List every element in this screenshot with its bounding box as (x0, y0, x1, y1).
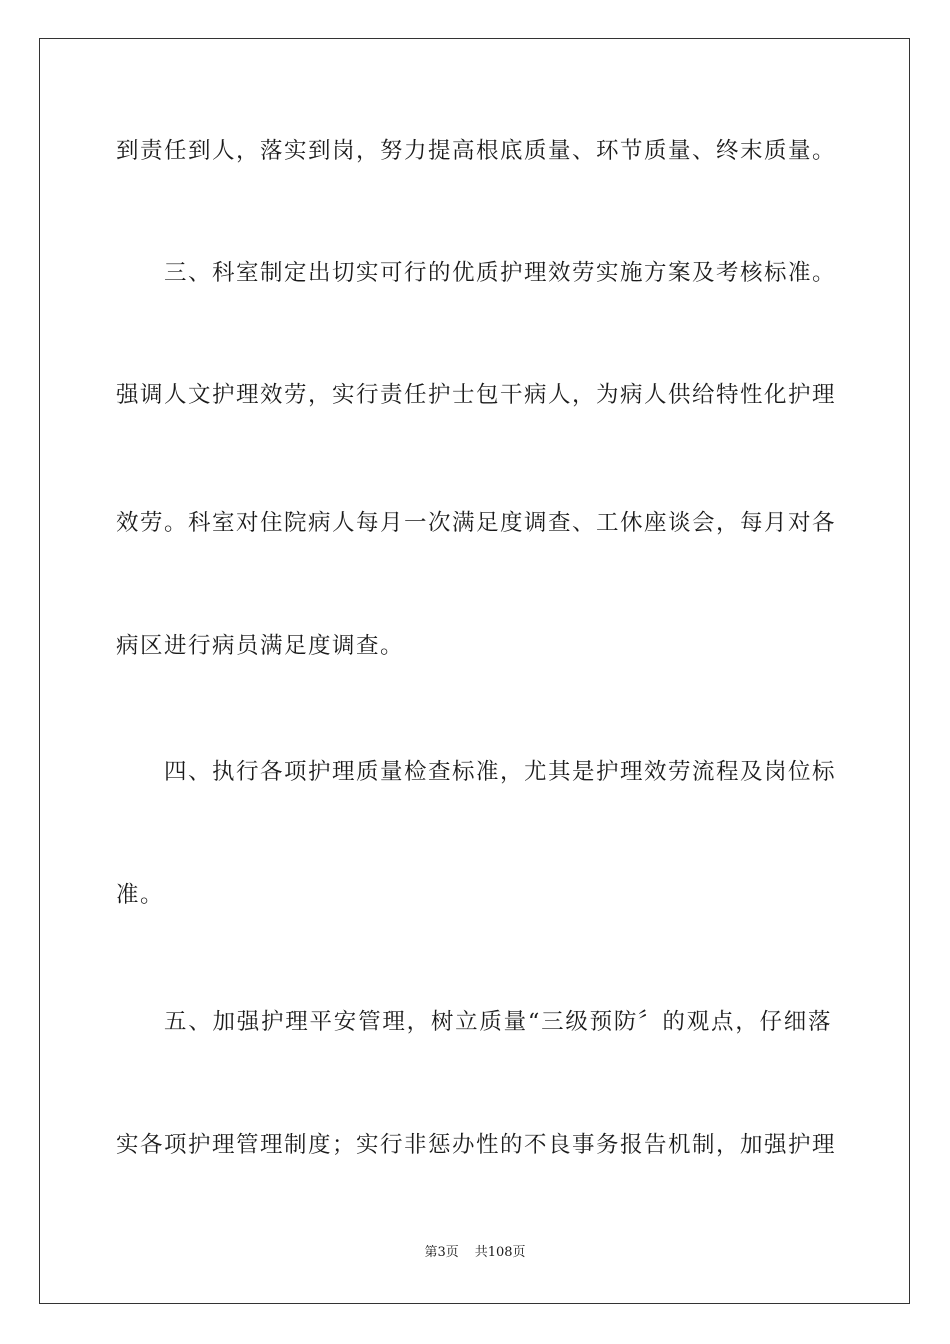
body-text-line: 到责任到人，落实到岗，努力提高根底质量、环节质量、终末质量。 (116, 138, 837, 164)
total-pages: 共108页 (474, 1245, 526, 1260)
body-text-line: 强调人文护理效劳，实行责任护士包干病人，为病人供给特性化护理 (116, 382, 837, 408)
body-text-line: 效劳。科室对住院病人每月一次满足度调查、工休座谈会，每月对各 (116, 510, 837, 536)
body-text-line: 准。 (116, 882, 165, 908)
paragraph-four-heading-line: 四、执行各项护理质量检查标准，尤其是护理效劳流程及岗位标 (164, 759, 837, 785)
page-border (39, 38, 910, 1304)
page-footer (0, 1244, 950, 1262)
paragraph-five-heading-line: 五、加强护理平安管理，树立质量“三级预防〞的观点，仔细落 (164, 1009, 832, 1035)
paragraph-three-heading-line: 三、科室制定出切实可行的优质护理效劳实施方案及考核标准。 (164, 260, 837, 286)
page-number: 第3页 (424, 1245, 459, 1260)
body-text-line: 实各项护理管理制度；实行非惩办性的不良事务报告机制，加强护理 (116, 1132, 837, 1158)
body-text-line: 病区进行病员满足度调查。 (116, 633, 405, 659)
